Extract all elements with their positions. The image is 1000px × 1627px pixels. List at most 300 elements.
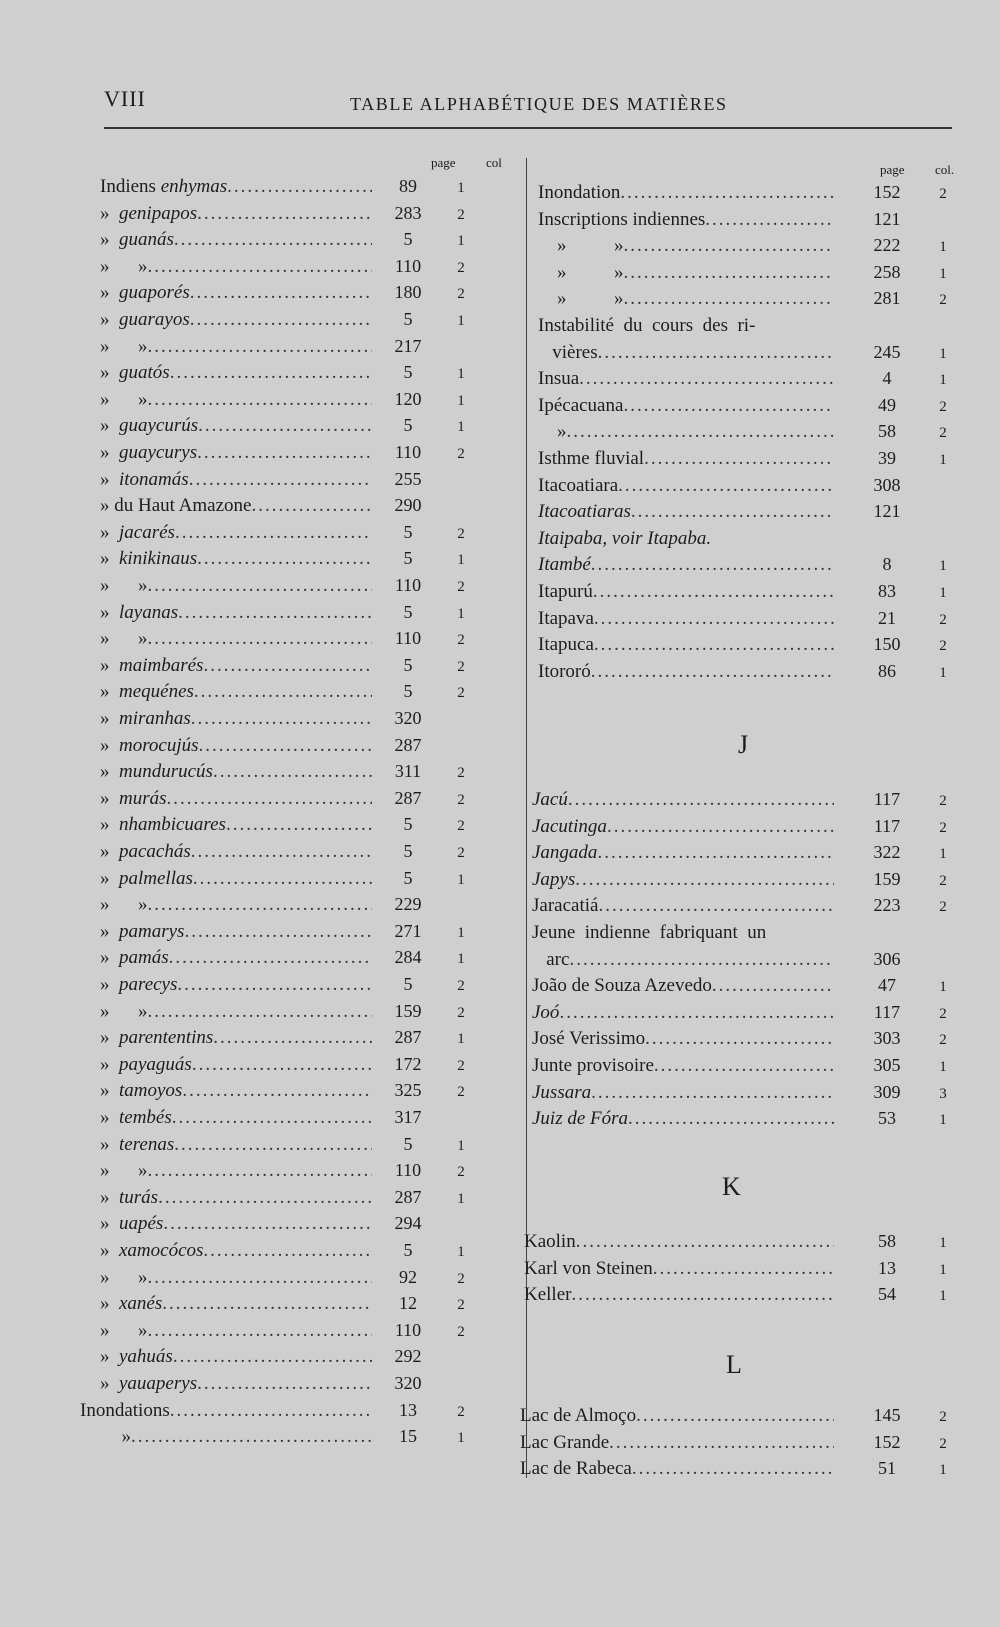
entry-prefix: »: [100, 1186, 119, 1208]
leader-dots: [623, 395, 834, 417]
index-entry: [100, 1187, 478, 1214]
leader-dots: [169, 947, 372, 969]
entry-page: 5: [403, 841, 413, 861]
entry-col: 1: [457, 871, 465, 888]
entry-label: [100, 947, 169, 969]
index-entry: [532, 842, 968, 869]
entry-label: [100, 1320, 148, 1342]
index-entry: [100, 1373, 478, 1400]
entry-label: [100, 309, 190, 331]
entry-col: 1: [939, 664, 947, 681]
index-entry: [100, 1027, 478, 1054]
entry-col: 2: [939, 1005, 947, 1022]
entry-name: uapés: [119, 1213, 164, 1235]
entry-label: José Verissimo: [532, 1028, 646, 1050]
leader-dots: [148, 894, 373, 916]
entry-page: 5: [403, 1240, 413, 1260]
entry-page: 83: [878, 581, 896, 601]
entry-label: Jacutinga: [532, 815, 607, 837]
entry-name: guatós: [119, 362, 170, 384]
entry-label: [100, 708, 191, 730]
index-entry: [100, 1293, 478, 1320]
entry-prefix: »: [100, 654, 119, 676]
entry-name: pacachás: [119, 841, 191, 862]
entry-label: [100, 974, 177, 996]
leader-dots: [571, 1284, 834, 1306]
entry-label: [100, 1373, 197, 1395]
entry-prefix: »: [100, 229, 119, 251]
leader-dots: [569, 949, 834, 971]
entry-prefix: »: [100, 787, 119, 809]
entry-col: 1: [457, 1031, 465, 1048]
entry-col: 2: [939, 638, 947, 655]
entry-col: 2: [939, 899, 947, 916]
entry-name: yahuás: [119, 1346, 173, 1368]
entry-page: 110: [394, 1319, 422, 1340]
leader-dots: [148, 1160, 373, 1182]
index-entry: [100, 814, 478, 841]
entry-label: [100, 628, 148, 650]
leader-dots: [172, 1107, 372, 1129]
entry-col: 1: [457, 392, 465, 409]
entry-name: nhambicuares: [119, 814, 226, 836]
entry-prefix: » »: [100, 388, 148, 410]
entry-page: 325: [394, 1080, 422, 1101]
page-number: VIII: [104, 86, 146, 111]
entry-label: [100, 1160, 148, 1182]
entry-name: layanas: [119, 601, 179, 623]
leader-dots: [158, 1187, 372, 1209]
leader-dots: [199, 735, 372, 757]
index-entry: [100, 415, 478, 442]
entry-label: [100, 1080, 182, 1102]
entry-label: [80, 1400, 170, 1422]
running-title: TABLE ALPHABÉTIQUE DES MATIÈRES: [350, 94, 728, 114]
entry-label: [100, 469, 189, 491]
leader-dots: [191, 708, 372, 730]
entry-prefix: »: [100, 309, 119, 330]
index-entry: [532, 949, 968, 976]
entry-label: [100, 655, 203, 677]
entry-name: terenas: [119, 1133, 175, 1155]
index-entry: [538, 554, 968, 581]
index-entry: [538, 421, 968, 448]
entry-name: kinikinaus: [119, 548, 198, 570]
leader-dots: [203, 1240, 372, 1262]
entry-page: 5: [403, 814, 413, 835]
entry-label: Itaipaba, voir Itapaba.: [538, 527, 712, 549]
entry-page: 159: [394, 1000, 422, 1021]
entry-col: 2: [457, 286, 465, 303]
leader-dots: [173, 1346, 372, 1368]
entry-label: Insua: [538, 368, 580, 390]
entry-prefix: » »: [100, 255, 148, 277]
index-entry: [100, 1054, 478, 1081]
index-entry: [100, 681, 478, 708]
index-entry: [100, 229, 478, 256]
entry-col: 2: [457, 1164, 465, 1181]
entry-page: 303: [873, 1028, 901, 1049]
entry-label: [100, 1346, 173, 1368]
entry-prefix: » »: [100, 1000, 148, 1022]
entry-col: 2: [457, 259, 465, 276]
entry-label: [100, 788, 167, 810]
entry-prefix: »: [100, 521, 119, 543]
index-entry: [100, 282, 478, 309]
entry-prefix: »: [100, 708, 119, 729]
leader-dots: [226, 814, 372, 836]
index-entry: [100, 1267, 478, 1294]
entry-page: 4: [882, 368, 892, 389]
leader-dots: [575, 869, 834, 891]
index-entry: [100, 868, 478, 895]
entry-label: » »: [538, 261, 624, 283]
leader-dots: [213, 761, 372, 783]
entry-page: 89: [399, 176, 417, 196]
entry-col: 1: [457, 1137, 465, 1154]
entry-col: 2: [457, 658, 465, 675]
entry-page: 5: [403, 681, 413, 702]
leader-dots: [567, 421, 835, 443]
entry-prefix: »: [100, 415, 119, 437]
index-entry: [532, 895, 968, 922]
leader-dots: [190, 309, 372, 331]
entry-label: Instabilité du cours des ri-: [538, 315, 756, 336]
entry-page: 229: [394, 894, 422, 915]
right-col-label: col.: [935, 162, 955, 177]
entry-page: 317: [394, 1107, 422, 1127]
leader-dots: [148, 389, 373, 411]
leader-dots: [591, 661, 834, 683]
index-entry: [112, 1426, 478, 1453]
entry-page: 5: [403, 229, 413, 250]
entry-prefix: » »: [100, 1160, 148, 1182]
entry-prefix: »: [100, 947, 119, 969]
entry-name: guaycurys: [119, 442, 198, 463]
entry-label: [100, 336, 148, 358]
leader-dots: [178, 602, 372, 624]
left-col-label: col: [486, 155, 502, 170]
entry-prefix: »: [100, 442, 119, 463]
entry-prefix: Inondations: [80, 1399, 170, 1421]
entry-page: 287: [394, 787, 422, 808]
entry-page: 287: [394, 1186, 422, 1207]
entry-col: 2: [457, 632, 465, 649]
entry-name: guaporés: [119, 282, 190, 304]
section-letter-j: J: [738, 730, 749, 759]
index-entry: [532, 816, 968, 843]
leader-dots: [148, 575, 373, 597]
section-letter-l: L: [726, 1350, 742, 1379]
entry-label: [100, 176, 227, 198]
entry-label: [100, 1267, 148, 1289]
leader-dots: [197, 1373, 372, 1395]
entry-label: Itacoatiara: [538, 474, 619, 496]
entry-col: 2: [457, 765, 465, 782]
entry-name: payaguás: [119, 1053, 192, 1075]
entry-page: 322: [873, 842, 901, 863]
entry-prefix: »: [100, 1240, 119, 1261]
entry-col: 1: [939, 1462, 947, 1479]
entry-name: maimbarés: [119, 654, 204, 676]
index-entry: [538, 288, 968, 315]
index-entry: [100, 469, 478, 496]
entry-label: Karl von Steinen: [524, 1257, 653, 1279]
entry-label: [100, 735, 199, 757]
entry-prefix: »: [100, 601, 119, 623]
index-entry: [100, 1213, 478, 1240]
entry-label: Isthme fluvial: [538, 448, 645, 469]
entry-prefix: »: [100, 1293, 119, 1315]
entry-label: [100, 415, 198, 437]
entry-prefix: »: [100, 468, 119, 490]
entry-label: Itapava: [538, 607, 594, 629]
entry-label: [100, 548, 197, 570]
index-entry: [520, 1405, 968, 1432]
entry-name: murás: [119, 787, 167, 809]
entry-prefix: »: [100, 1053, 119, 1075]
entry-page: 110: [394, 575, 422, 595]
entry-col: 3: [939, 1085, 947, 1102]
entry-label: [100, 868, 193, 890]
leader-dots: [609, 1432, 834, 1454]
entry-col: 2: [457, 579, 465, 595]
entry-page: 222: [873, 235, 901, 256]
entry-prefix: »: [100, 1107, 119, 1128]
entry-col: 1: [457, 313, 465, 329]
entry-col: 1: [939, 1261, 947, 1278]
entry-col: 1: [939, 979, 947, 996]
entry-prefix: »: [100, 1346, 119, 1368]
entry-prefix: Indiens: [100, 176, 161, 197]
entry-col: 1: [939, 452, 947, 468]
entry-prefix: » »: [100, 575, 148, 596]
index-entry: [100, 389, 478, 416]
entry-label: Inondation: [538, 182, 621, 203]
leader-dots: [163, 1213, 372, 1235]
leader-dots: [192, 1054, 372, 1076]
entry-label: [100, 1293, 162, 1315]
entry-label: Kaolin: [524, 1231, 576, 1252]
entry-col: 2: [939, 425, 947, 442]
index-entry: [538, 368, 968, 395]
index-entry: [100, 548, 478, 575]
leader-dots: [148, 628, 373, 650]
entry-page: 5: [403, 654, 413, 675]
entry-prefix: »: [100, 1373, 119, 1394]
entry-label: [100, 1187, 158, 1209]
entry-page: 5: [403, 415, 413, 436]
leader-dots: [624, 288, 835, 310]
index-entry: [538, 608, 968, 635]
entry-col: 2: [457, 1297, 465, 1314]
leader-dots: [591, 554, 834, 576]
leader-dots: [644, 448, 834, 470]
entry-col: 1: [457, 366, 465, 383]
entry-page: 292: [394, 1346, 422, 1367]
entry-page: 217: [394, 335, 422, 356]
entry-name: tamoyos: [119, 1080, 183, 1102]
index-entry: [100, 336, 478, 363]
leader-dots: [579, 368, 834, 390]
leader-dots: [631, 501, 834, 523]
index-entry: [100, 841, 478, 868]
index-entry: [100, 894, 478, 921]
index-entry: [100, 735, 478, 762]
entry-page: 5: [403, 974, 413, 994]
entry-prefix: »: [100, 867, 119, 889]
leader-dots: [193, 868, 372, 890]
entry-col: 2: [939, 1409, 947, 1425]
leader-dots: [594, 608, 834, 630]
entry-prefix: » »: [100, 1266, 148, 1288]
entry-prefix: »: [112, 1426, 131, 1448]
entry-page: 13: [399, 1399, 417, 1420]
index-entry: [520, 1432, 968, 1459]
entry-page: 117: [873, 1001, 901, 1022]
entry-label: [100, 495, 251, 517]
entry-label: [100, 681, 194, 703]
index-entry: [100, 442, 478, 469]
entry-prefix: » »: [100, 628, 148, 650]
entry-name: pamarys: [119, 920, 185, 942]
entry-name: mequénes: [119, 681, 194, 703]
entry-col: 1: [939, 265, 947, 282]
entry-name: xanés: [119, 1293, 163, 1315]
entry-page: 5: [403, 309, 413, 329]
leader-dots: [251, 495, 372, 517]
leader-dots: [184, 921, 372, 943]
leader-dots: [705, 209, 834, 231]
entry-col: 1: [457, 605, 465, 622]
entry-label: [100, 894, 148, 916]
entry-col: 2: [457, 978, 465, 994]
entry-prefix: »: [100, 202, 119, 224]
entry-name: palmellas: [119, 867, 193, 889]
entry-name: guaycurús: [119, 415, 199, 437]
entry-col: 2: [939, 186, 947, 202]
entry-page: 287: [394, 734, 422, 755]
entry-label: [100, 841, 191, 863]
leader-dots: [167, 788, 372, 810]
entry-name: parententins: [119, 1027, 214, 1049]
entry-page: 5: [403, 548, 413, 569]
leader-dots: [203, 655, 372, 677]
entry-label: [100, 389, 148, 411]
entry-name: enhymas: [160, 176, 228, 197]
entry-page: 180: [394, 282, 422, 303]
entry-name: pamás: [119, 947, 169, 969]
entry-col: 2: [457, 818, 465, 835]
index-entry: [100, 974, 478, 1001]
entry-label: » »: [538, 235, 624, 257]
entry-prefix: »: [100, 1213, 119, 1235]
entry-page: 39: [878, 448, 896, 468]
leader-dots: [591, 1082, 834, 1104]
entry-page: 5: [403, 1133, 413, 1154]
entry-label: Itacoatiaras: [538, 501, 631, 523]
entry-page: 5: [403, 867, 413, 888]
entry-label: Jeune indienne fabriquant un: [532, 922, 767, 943]
index-entry: [80, 1400, 478, 1427]
index-entry: [100, 495, 478, 522]
index-entry: [538, 581, 968, 608]
leader-dots: [148, 1267, 373, 1289]
leader-dots: [191, 841, 372, 863]
entry-label: [100, 921, 184, 943]
entry-col: 1: [457, 951, 465, 968]
index-entry: [524, 1231, 968, 1258]
entry-page: 58: [878, 421, 896, 442]
entry-prefix: »: [100, 282, 119, 304]
entry-page: 92: [399, 1266, 417, 1287]
entry-label: Lac de Almoço: [520, 1405, 637, 1426]
entry-label: Japys: [532, 868, 576, 890]
entry-col: 2: [939, 793, 947, 809]
index-entry: [100, 1320, 478, 1347]
entry-label: Juiz de Fóra: [532, 1108, 629, 1130]
entry-col: 1: [457, 1190, 465, 1207]
leader-dots: [182, 1080, 372, 1102]
entry-prefix: »: [100, 761, 119, 783]
entry-prefix: » »: [100, 1319, 148, 1341]
entry-name: xamocócos: [119, 1240, 204, 1261]
leader-dots: [198, 415, 372, 437]
index-entry: [532, 1108, 968, 1135]
index-entry: [532, 1055, 968, 1082]
entry-label: [100, 1001, 148, 1023]
leader-dots: [175, 522, 372, 544]
entry-label: [100, 203, 197, 225]
index-entry: [100, 947, 478, 974]
index-entry: [100, 628, 478, 655]
index-entry: [100, 1160, 478, 1187]
entry-label: [100, 256, 148, 278]
entry-label: [100, 282, 190, 304]
index-entry: [538, 634, 968, 661]
leader-dots: [594, 634, 834, 656]
entry-page: 110: [394, 255, 422, 276]
index-entry: [538, 209, 968, 236]
entry-label: [100, 1107, 172, 1129]
entry-page: 13: [878, 1257, 896, 1278]
entry-label: [100, 1054, 192, 1076]
leader-dots: [712, 975, 834, 997]
entry-page: 152: [873, 182, 901, 202]
entry-col: 2: [457, 1084, 465, 1101]
entry-col: 1: [457, 419, 465, 436]
leader-dots: [628, 1108, 834, 1130]
entry-prefix: »: [100, 1133, 119, 1155]
entry-col: 1: [939, 558, 947, 575]
entry-label: Lac Grande: [520, 1431, 610, 1453]
index-entry: [538, 315, 968, 342]
entry-prefix: » »: [100, 335, 148, 357]
entry-col: 2: [939, 292, 947, 309]
entry-page: 121: [873, 501, 901, 522]
right-page-label: page: [880, 162, 905, 177]
index-entry: [532, 1002, 968, 1029]
entry-page: 145: [873, 1405, 901, 1425]
entry-prefix: »: [100, 548, 119, 570]
entry-page: 58: [878, 1231, 896, 1251]
index-entry: [100, 522, 478, 549]
entry-page: 294: [394, 1213, 422, 1234]
entry-page: 152: [873, 1431, 901, 1452]
entry-name: guarayos: [119, 309, 190, 330]
entry-col: 2: [457, 206, 465, 223]
index-entry: [100, 176, 478, 203]
